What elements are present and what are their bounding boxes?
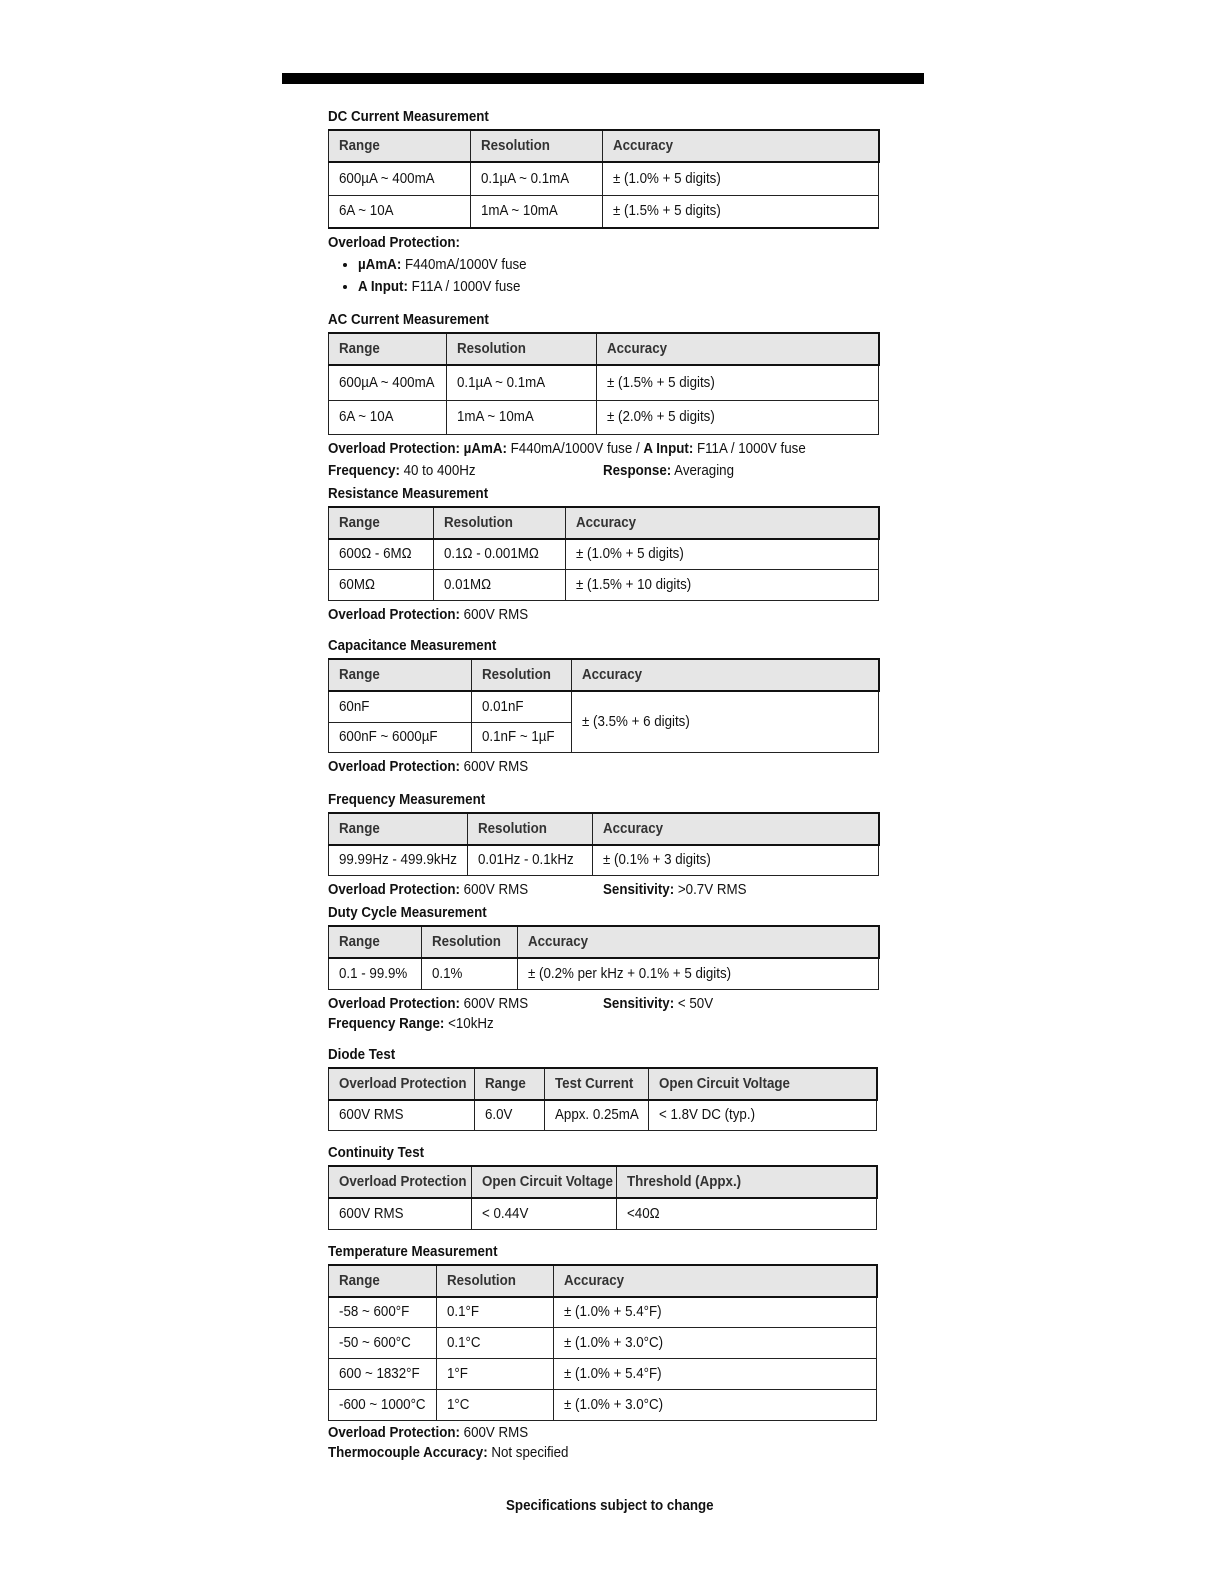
table-row: 0.1 - 99.9% 0.1% ± (0.2% per kHz + 0.1% + 5 digits) [329,958,879,989]
table-row: 600nF ~ 6000µF 0.1nF ~ 1µF [329,722,879,752]
table-row: 99.99Hz - 499.9kHz 0.01Hz - 0.1kHz ± (0.1% + 3 digits) [329,845,879,876]
footer-note: Specifications subject to change [505,1498,714,1514]
spec-content [328,107,888,1463]
table-header: Accuracy [597,333,879,365]
resistance-table [328,506,880,602]
continuity-table [328,1165,878,1230]
table-row: 60nF 0.01nF ± (3.5% + 6 digits) [329,691,879,722]
frequency-title: Frequency Measurement [328,791,486,808]
table-header: Range [329,813,468,845]
table-header: Range [329,333,447,365]
table-row: 600V RMS 6.0V Appx. 0.25mA < 1.8V DC (typ.) [329,1100,877,1131]
table-header: Range [475,1068,545,1100]
table-row: 600V RMS < 0.44V <40Ω [329,1198,877,1229]
duty-cycle-table [328,925,880,990]
temperature-thermocouple: Thermocouple Accuracy: Not specified [328,1445,569,1461]
table-row: -50 ~ 600°C 0.1°C ± (1.0% + 3.0°C) [329,1328,877,1359]
capacitance-overload: Overload Protection: 600V RMS [328,758,529,775]
table-header: Accuracy [603,130,879,162]
ac-frequency-response: Frequency: 40 to 400Hz Response: Averaging [328,462,735,479]
dc-current-title: DC Current Measurement [328,109,489,125]
temperature-table [328,1264,878,1422]
table-header: Range [329,926,422,958]
table-header: Range [329,659,472,691]
dc-overload-label: Overload Protection: [328,235,460,251]
list-item: • A Input: F11A / 1000V fuse [358,276,888,298]
table-header: Resolution [471,130,603,162]
table-row: 6A ~ 10A 1mA ~ 10mA ± (1.5% + 5 digits) [329,195,879,228]
dc-current-table [328,129,880,229]
table-header: Overload Protection [329,1166,472,1198]
duty-cycle-freq-range: Frequency Range: <10kHz [328,1015,494,1032]
table-header: Range [329,130,471,162]
table-row: 60MΩ 0.01MΩ ± (1.5% + 10 digits) [329,570,879,601]
table-header: Resolution [447,333,597,365]
table-header: Accuracy [593,813,879,845]
capacitance-table [328,658,880,753]
table-header: Open Circuit Voltage [472,1166,617,1198]
table-row: 600µA ~ 400mA 0.1µA ~ 0.1mA ± (1.0% + 5 digits) [329,162,879,195]
table-header: Resolution [434,507,566,539]
ac-current-table [328,332,880,435]
resistance-overload: Overload Protection: 600V RMS [328,607,529,623]
capacitance-title: Capacitance Measurement [328,638,497,654]
temperature-title: Temperature Measurement [328,1243,498,1260]
table-row: 600Ω - 6MΩ 0.1Ω - 0.001MΩ ± (1.0% + 5 digits) [329,539,879,570]
diode-title: Diode Test [328,1046,396,1063]
table-header: Threshold (Appx.) [617,1166,877,1198]
table-header: Test Current [545,1068,649,1100]
table-header: Accuracy [572,659,879,691]
temperature-overload: Overload Protection: 600V RMS [328,1425,529,1441]
duty-cycle-title: Duty Cycle Measurement [328,905,487,921]
table-header: Resolution [468,813,593,845]
table-row: -58 ~ 600°F 0.1°F ± (1.0% + 5.4°F) [329,1297,877,1328]
continuity-title: Continuity Test [328,1145,425,1161]
list-item: • µAmA: F440mA/1000V fuse [358,254,888,276]
resistance-title: Resistance Measurement [328,485,489,502]
ac-overload-note: Overload Protection: µAmA: F440mA/1000V fuse / A Input: F11A / 1000V fuse [328,440,806,457]
table-header: Range [329,507,434,539]
table-header: Accuracy [518,926,879,958]
table-row: 600µA ~ 400mA 0.1µA ~ 0.1mA ± (1.5% + 5 digits) [329,365,879,400]
table-header: Overload Protection [329,1068,475,1100]
duty-cycle-notes: Overload Protection: 600V RMS Sensitivity: < 50V [328,995,714,1012]
table-header: Accuracy [554,1265,877,1297]
header-rule [282,73,924,84]
dc-overload-list [328,254,888,298]
table-row: 600 ~ 1832°F 1°F ± (1.0% + 5.4°F) [329,1359,877,1390]
table-header: Resolution [422,926,518,958]
table-row: 6A ~ 10A 1mA ~ 10mA ± (2.0% + 5 digits) [329,400,879,434]
table-header: Open Circuit Voltage [649,1068,877,1100]
table-header: Resolution [437,1265,554,1297]
frequency-table [328,812,880,877]
ac-current-title: AC Current Measurement [328,312,489,328]
table-row: -600 ~ 1000°C 1°C ± (1.0% + 3.0°C) [329,1390,877,1421]
table-header: Range [329,1265,437,1297]
table-header: Resolution [472,659,572,691]
frequency-notes: Overload Protection: 600V RMS Sensitivity: >0.7V RMS [328,882,747,898]
table-header: Accuracy [566,507,879,539]
diode-table [328,1067,878,1132]
